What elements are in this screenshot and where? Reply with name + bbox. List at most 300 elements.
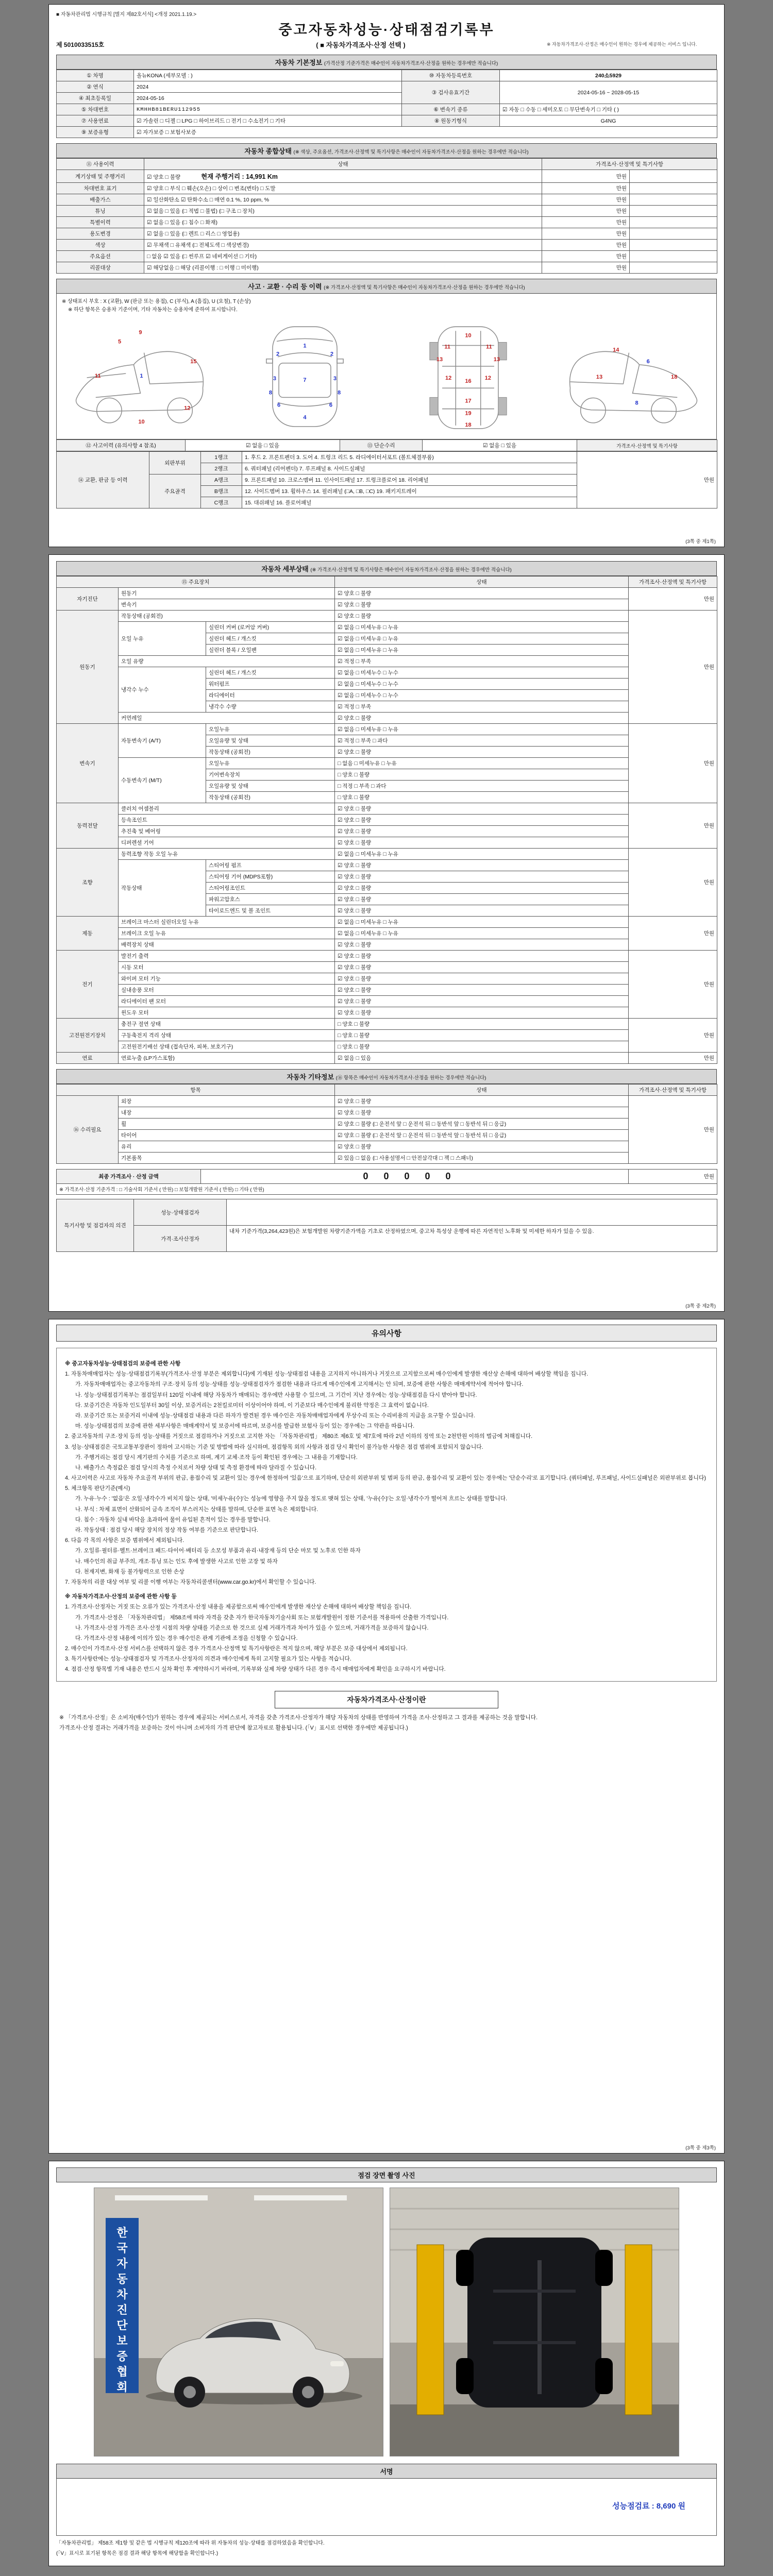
checkbox-cell[interactable]: □ 적정 □ 부족 □ 과다: [335, 781, 629, 792]
checkbox-cell[interactable]: ☑ 없음 □ 미세누유 □ 누유: [335, 724, 629, 735]
text-cell: 파워고압호스: [206, 894, 335, 905]
text-cell: 타이로드엔드 및 볼 조인트: [206, 905, 335, 917]
notice-line: 6. 다음 각 목의 사항은 보증 범위에서 제외됩니다.: [65, 1537, 184, 1544]
text-cell: 자동변속기 (A/T): [119, 724, 206, 758]
car-underbody-diagram: [389, 315, 548, 435]
text-cell: 고전원전기배선 상태 (접속단자, 피복, 보호기구): [119, 1041, 335, 1053]
status-code-legend-2: ※ 하단 항목은 승용차 기준이며, 기타 자동차는 승용차에 준하여 표시합니다.: [68, 307, 238, 313]
table-row: [57, 1084, 717, 1096]
emission-cell[interactable]: ☑ 일산화탄소 ☑ 탄화수소 □ 매연 0.1 %, 10 ppm, %: [144, 194, 542, 206]
text-cell: 와이퍼 모터 기능: [119, 973, 335, 985]
table-row: [57, 1153, 717, 1164]
text-cell: 실내송풍 모터: [119, 985, 335, 996]
checkbox-cell[interactable]: ☑ 없음 □ 있음: [335, 1053, 629, 1064]
checkbox-cell[interactable]: ☑ 없음 □ 미세누유 □ 누유: [335, 622, 629, 633]
text-cell: 기본품목: [119, 1153, 335, 1164]
checkbox-cell[interactable]: ☑ 양호 □ 불량: [335, 803, 629, 815]
label-cell: ⑨ 보증유형: [57, 127, 134, 138]
notice-body: [56, 1348, 717, 1682]
label-cell: 가격조사·산정액 및 특기사항: [629, 577, 717, 588]
checkbox-cell[interactable]: ☑ 없음 □ 미세누수 □ 누수: [335, 690, 629, 701]
text-cell: 발전기 출력: [119, 951, 335, 962]
checkbox-cell[interactable]: ☑ 양호 □ 불량: [335, 588, 629, 599]
text-cell: 만원: [629, 611, 717, 724]
table-row: [57, 1226, 717, 1252]
diagram-part-number: 7: [303, 377, 307, 384]
diagram-part-number: 13: [436, 356, 443, 363]
text-cell: 휠: [119, 1118, 335, 1130]
inspection-validity-value: 2024-05-16 ~ 2028-05-15: [500, 81, 717, 104]
label-cell: ⑪ 사용이력: [57, 159, 144, 170]
checkbox-cell[interactable]: ☑ 양호 □ 불량: [335, 837, 629, 849]
table-row: [57, 588, 717, 599]
checkbox-cell[interactable]: □ 양호 □ 불량: [335, 769, 629, 781]
checkbox-cell[interactable]: ☑ 없음 □ 미세누수 □ 누수: [335, 667, 629, 679]
accident-diagram-box: [56, 294, 717, 439]
notice-line: 가. 가격조사·산정은 「자동차관리법」 제58조에 따라 자격을 갖춘 자가 한국자동차기술사회 또는 보험개발원이 정한 기준서를 적용하여 산출한 가격입니다.: [75, 1614, 449, 1621]
checkbox-cell[interactable]: ☑ 양호 □ 불량: [335, 962, 629, 973]
warranty-type-cell[interactable]: ☑ 자가보증 □ 보험사보증: [134, 127, 717, 138]
label-cell: 계기상태 및 주행거리: [57, 170, 144, 183]
label-cell: 가격조사·산정액 및 특기사항: [629, 1084, 717, 1096]
table-row: [57, 262, 717, 274]
vehicle-name-value: 올뉴KONA (세부모델 : ): [134, 70, 402, 81]
label-cell: 특별이력: [57, 217, 144, 228]
checkbox-cell[interactable]: □ 양호 □ 불량: [335, 792, 629, 803]
checkbox-cell[interactable]: ☑ 양호 □ 불량: [335, 883, 629, 894]
diagram-part-number: 3: [273, 376, 277, 382]
notice-heading: ※ 자동차가격조사·산정의 보증에 관한 사항 등: [65, 1594, 177, 1600]
lift-scene-graphic: [390, 2188, 679, 2456]
label-cell: 상태: [144, 159, 542, 170]
table-row: [57, 577, 717, 588]
label-cell: 성능·상태점검자: [134, 1199, 227, 1226]
checkbox-cell[interactable]: □ 양호 □ 불량: [335, 1019, 629, 1030]
text-cell: 만원: [629, 951, 717, 1019]
banner-text-char: 국: [116, 2242, 128, 2255]
overall-condition-table-mount: [56, 158, 717, 274]
text-cell: 만원: [629, 1170, 717, 1184]
notice-line: 라. 보증기간 또는 보증거리 이내에 성능·상태점검 내용과 다른 하자가 발견된 경우 매수인은 자동차매매업자에게 무상수리 또는 수리비용의 지급을 요구할 수 있습니다.: [75, 1412, 475, 1419]
notice-line: 나. 가격조사·산정 가격은 조사·산정 시점의 차량 상태를 기준으로 한 것으로 실제 거래가격과 차이가 있을 수 있으며, 거래가격을 보증하지 않습니다.: [75, 1624, 429, 1631]
diagram-part-number: 3: [333, 376, 337, 382]
checkbox-cell[interactable]: ☑ 양호 □ 불량: [335, 826, 629, 837]
special-history-cell[interactable]: ☑ 없음 □ 있음 (□ 침수 □ 화재): [144, 217, 542, 228]
text-cell: 기어변속장치: [206, 769, 335, 781]
table-row: [57, 917, 717, 928]
diagram-part-number: 13: [493, 356, 500, 363]
text-cell: 9. 프론트패널 10. 크로스멤버 11. 인사이드패널 17. 트렁크플로어 18. 리어패널: [242, 474, 577, 486]
banner-text-char: 차: [116, 2288, 128, 2301]
table-row: [57, 159, 717, 170]
text-cell: 냉각수 수량: [206, 701, 335, 713]
form-regulation-note: ■ 자동차관리법 시행규칙 [별지 제82호서식] <개정 2021.1.19.>: [56, 12, 197, 18]
checkbox-cell[interactable]: ☑ 양호 □ 불량: [335, 951, 629, 962]
table-row: [57, 440, 717, 451]
section-accident-title: 사고 · 교환 · 수리 등 이력: [248, 283, 322, 291]
checkbox-cell[interactable]: ☑ 없음 □ 미세누유 □ 누유: [335, 917, 629, 928]
text-cell: 만원: [577, 452, 717, 509]
color-cell[interactable]: ☑ 무채색 □ 유채색 (□ 전체도색 □ 색상변경): [144, 240, 542, 251]
text-cell: [630, 217, 717, 228]
checkbox-cell[interactable]: ☑ 양호 □ 불량: [335, 747, 629, 758]
banner-text-char: 단: [116, 2319, 128, 2332]
notice-line: 마. 성능·상태점검의 보증에 관한 세부사항은 매매계약서 및 보증서에 따르며, 보증서를 발급한 보험사 등이 있는 경우에는 그 약관을 따릅니다.: [75, 1423, 415, 1430]
text-cell: 만원: [542, 217, 630, 228]
section-basic-info-title: 자동차 기본정보: [275, 59, 323, 66]
label-cell: 가격조사·산정액 및 특기사항: [542, 159, 717, 170]
checkbox-cell[interactable]: ☑ 없음 □ 미세누수 □ 누수: [335, 679, 629, 690]
checkbox-cell[interactable]: ☑ 양호 □ 불량: [335, 985, 629, 996]
tuning-cell[interactable]: ☑ 없음 □ 있음 (□ 적법 □ 불법) (□ 구조 □ 장치): [144, 206, 542, 217]
price-appraisal-definition-p1: ※ 「가격조사·산정」은 소비자(매수인)가 원하는 경우에 제공되는 서비스로서, 자격을 갖춘 가격조사·산정자가 해당 자동차의 상태를 반영하여 가격을 조사·산정하고 그 결과를 제공하는 것을 말합니다.: [59, 1714, 538, 1721]
checkbox-cell[interactable]: ☑ 없음 □ 미세누유 □ 누유: [335, 645, 629, 656]
text-cell: 만원: [629, 917, 717, 951]
table-row: [57, 217, 717, 228]
text-cell: 실린더 커버 (로커암 커버): [206, 622, 335, 633]
first-registration-date-value: 2024-05-16: [134, 93, 402, 104]
banner-text-char: 회: [116, 2381, 128, 2394]
notice-line: 5. 체크항목 판단기준(예시): [65, 1485, 130, 1492]
notice-line: 가. 누유·누수 : '없음'은 오일·냉각수가 비치지 않는 상태, '미세누유(수)'는 성능에 영향을 주지 않을 정도로 맺혀 있는 상태, '누유(수)'는 오일·냉각수가 떨어져 흐르는 상태를 말합니다.: [75, 1496, 508, 1502]
label-cell: 주요옵션: [57, 251, 144, 262]
text-cell: 충전구 절연 상태: [119, 1019, 335, 1030]
checkbox-cell[interactable]: ☑ 적정 □ 부족: [335, 701, 629, 713]
label-cell: ④ 최초등록일: [57, 93, 134, 104]
text-cell: 원동기: [119, 588, 335, 599]
detail-table: [56, 576, 717, 1064]
signature-box: [56, 2479, 717, 2536]
diagram-part-number: 16: [465, 378, 472, 385]
label-cell: 고전원전기장치: [57, 1019, 119, 1053]
status-code-legend: ※ 상태표시 부호 : X (교환), W (판금 또는 용접), C (부식), A (흠집), U (요철), T (손상): [62, 299, 251, 304]
section-overall-header: [56, 143, 717, 158]
table-row: [57, 758, 717, 769]
text-cell: 오일 유량: [119, 656, 335, 667]
notice-line: 다. 침수 : 자동차 실내 바닥을 초과하여 물이 유입된 흔적이 있는 경우를 말합니다.: [75, 1516, 271, 1523]
checkbox-cell[interactable]: ☑ 양호 □ 불량: [335, 905, 629, 917]
final-price-table-mount: [56, 1169, 717, 1195]
label-cell: 상태: [335, 1084, 629, 1096]
table-row: [57, 1053, 717, 1064]
table-row: [57, 1170, 717, 1184]
diagram-part-number: 1: [303, 343, 307, 349]
workshop-scene-graphic: [94, 2188, 383, 2456]
checkbox-cell[interactable]: ☑ 있음 □ 없음 (□ 사용설명서 □ 안전삼각대 □ 잭 □ 스패너): [335, 1153, 629, 1164]
diagram-part-number: 12: [445, 375, 452, 382]
detail-condition-table-mount: [56, 576, 717, 1064]
diagram-part-number: 11: [444, 344, 451, 350]
checkbox-cell[interactable]: ☑ 양호 □ 불량: [335, 1107, 629, 1118]
label-cell: 리콜대상: [57, 262, 144, 274]
notice-line: 나. 성능·상태점검기록부는 점검일부터 120일 이내에 해당 자동차가 매매되는 경우에만 사용할 수 있으며, 그 기간이 지난 경우에는 성능·상태점검을 다시 받아야 합니다.: [75, 1392, 477, 1398]
table-row: [57, 127, 717, 138]
text-cell: 실린더 블록 / 오일팬: [206, 645, 335, 656]
table-row: [57, 104, 717, 115]
notice-line: 다. 가격조사·산정 내용에 이의가 있는 경우 매수인은 관계 기관에 조정을 신청할 수 있습니다.: [75, 1635, 298, 1641]
text-cell: 만원: [542, 228, 630, 240]
text-cell: 커먼레일: [119, 713, 335, 724]
lift-post-right: [625, 2245, 652, 2415]
label-cell: ⑮ 주요장치: [57, 577, 335, 588]
checkbox-cell[interactable]: ☑ 양호 □ 불량: [335, 1096, 629, 1107]
diagram-part-number: 1: [140, 373, 143, 380]
checkbox-cell[interactable]: ☑ 없음 □ 미세누유 □ 누유: [335, 928, 629, 939]
checkbox-cell[interactable]: ☑ 양호 □ 불량 (□ 운전석 앞 □ 운전석 뒤 □ 동반석 앞 □ 동반석 뒤 □ 응급): [335, 1118, 629, 1130]
diagram-part-number: 10: [465, 332, 472, 339]
label-cell: 주요골격: [149, 474, 201, 509]
checkbox-cell[interactable]: □ 없음 □ 미세누유 □ 누유: [335, 758, 629, 769]
table-row: [57, 194, 717, 206]
section-overall-title: 자동차 종합상태: [244, 147, 292, 155]
table-row: [57, 206, 717, 217]
text-cell: 오일유량 및 상태: [206, 735, 335, 747]
banner-text-char: 증: [116, 2350, 128, 2363]
label-cell: 색상: [57, 240, 144, 251]
checkbox-cell[interactable]: ☑ 양호 □ 불량 (□ 운전석 앞 □ 운전석 뒤 □ 동반석 앞 □ 동반석 뒤 □ 응급): [335, 1130, 629, 1141]
text-cell: 1. 후드 2. 프론트펜더 3. 도어 4. 트렁크 리드 5. 라디에이터서포트 (볼트체결부품): [242, 452, 577, 463]
label-cell: ① 차명: [57, 70, 134, 81]
price-cell: 만원: [542, 170, 630, 183]
text-cell: 스티어링조인트: [206, 883, 335, 894]
label-cell: ⑤ 차대번호: [57, 104, 134, 115]
checkbox-cell[interactable]: ☑ 양호 □ 불량: [335, 713, 629, 724]
table-row: [57, 611, 717, 622]
basic-table: [56, 70, 717, 138]
mileage-status-cell[interactable]: ☑ 양호 □ 불량 현재 주행거리 : 14,991 Km: [144, 170, 542, 183]
notice-line: 4. 사고이력은 사고로 자동차 주요골격 부위의 판금, 용접수리 및 교환이 있는 경우에 한정하여 '있음'으로 표기하며, 단순히 외판부위 및 범퍼 등의 판금, 용접수리 및 교환이 있는 경우에는 '단순수리'로 표기합니다. (쿼터패널, 루프패널, 사이드실패널은 외판부위로 봅니다): [65, 1475, 706, 1482]
text-cell: [630, 194, 717, 206]
text-cell: [630, 183, 717, 194]
checkbox-cell[interactable]: ☑ 양호 □ 불량: [335, 996, 629, 1007]
checkbox-cell[interactable]: □ 양호 □ 불량: [335, 1030, 629, 1041]
table-row: [57, 928, 717, 939]
checkbox-cell[interactable]: ☑ 양호 □ 불량: [335, 860, 629, 871]
text-cell: 실린더 헤드 / 개스킷: [206, 633, 335, 645]
table-row: [57, 803, 717, 815]
diagram-part-number: 2: [330, 351, 334, 358]
label-cell: 동력전달: [57, 803, 119, 849]
notice-line: 1. 자동차매매업자는 성능·상태점검기록부(가격조사·산정 부분은 제외합니다)에 기재된 성능·상태점검 내용을 고지하지 아니하거나 거짓으로 고지함으로써 매수인에게 발생한 재산상 손해에 대하여 배상할 책임을 집니다.: [65, 1371, 589, 1378]
model-year-value: 2024: [134, 81, 402, 93]
document-viewer-background: [0, 4, 773, 2576]
text-cell: 실린더 헤드 / 개스킷: [206, 667, 335, 679]
final-price-value: 00000: [201, 1170, 629, 1184]
label-cell: 가격·조사산정자: [134, 1226, 227, 1252]
table-row: [57, 973, 717, 985]
checkbox-cell[interactable]: ☑ 적정 □ 부족: [335, 656, 629, 667]
table-row: [57, 240, 717, 251]
checkbox-cell[interactable]: □ 양호 □ 불량: [335, 1041, 629, 1053]
table-row: [57, 452, 717, 463]
checkbox-cell[interactable]: ☑ 양호 □ 불량: [335, 939, 629, 951]
text-cell: 오일누유: [206, 724, 335, 735]
exchange-repair-table-mount: [56, 451, 717, 509]
table-row: [57, 70, 717, 81]
page-marker-3: (3쪽 중 제3쪽): [685, 2145, 716, 2151]
checkbox-cell[interactable]: ☑ 양호 □ 불량: [335, 1007, 629, 1019]
car-top-view-diagram: [225, 315, 384, 435]
text-cell: 작동상태 (공회전): [206, 747, 335, 758]
notice-line: 라. 작동상태 : 점검 당시 해당 장치의 정상 작동 여부를 기준으로 판단합니다.: [75, 1527, 258, 1533]
text-cell: 6. 쿼터패널 (리어펜더) 7. 루프패널 8. 사이드실패널: [242, 463, 577, 474]
checkbox-cell[interactable]: ☑ 양호 □ 불량: [335, 611, 629, 622]
accrow-table: [56, 439, 717, 451]
usage-change-cell[interactable]: ☑ 없음 □ 있음 (□ 렌트 □ 리스 □ 영업용): [144, 228, 542, 240]
table-row: [57, 849, 717, 860]
text-cell: 브레이크 마스터 실린더오일 누유: [119, 917, 335, 928]
lift-post-left: [417, 2245, 444, 2415]
checkbox-cell[interactable]: ☑ 양호 □ 불량: [335, 973, 629, 985]
text-cell: 만원: [542, 251, 630, 262]
text-cell: 스티어링 펌프: [206, 860, 335, 871]
section-detail-title: 자동차 세부상태: [261, 565, 309, 573]
price-appraisal-definition-box: 자동차가격조사·산정이란: [275, 1691, 498, 1708]
label-cell: 자기진단: [57, 588, 119, 611]
text-cell: 만원: [629, 1096, 717, 1164]
label-cell: A랭크: [201, 474, 242, 486]
inspection-photos-row: [56, 2182, 717, 2459]
text-cell: 만원: [629, 1019, 717, 1053]
diagram-part-number: 6: [277, 402, 281, 409]
diagram-part-number: 6: [329, 402, 333, 409]
inspection-photo-exterior: [94, 2188, 383, 2456]
notice-line: 나. 부식 : 차체 표면이 산화되어 금속 조직이 부스러지는 상태를 말하며, 단순한 표면 녹은 제외합니다.: [75, 1506, 318, 1513]
label-cell: ⑧ 원동기형식: [402, 115, 500, 127]
text-cell: 연료누출 (LP가스포함): [119, 1053, 335, 1064]
table-row: [57, 826, 717, 837]
notice-line: 7. 자동차의 리콜 대상 여부 및 리콜 이행 여부는 자동차리콜센터(www.car.go.kr)에서 확인할 수 있습니다.: [65, 1579, 316, 1585]
diagram-part-number: 11: [485, 344, 492, 350]
text-cell: 시동 모터: [119, 962, 335, 973]
notice-line: 나. 매수인의 취급 부주의, 개조·튜닝 또는 인도 후에 발생한 사고로 인한 고장 및 하자: [75, 1558, 278, 1565]
table-row: [57, 815, 717, 826]
text-cell: 만원: [542, 240, 630, 251]
text-cell: 만원: [629, 588, 717, 611]
vin-marking-cell[interactable]: ☑ 양호 □ 부식 □ 훼손(오손) □ 상이 □ 변조(변타) □ 도말: [144, 183, 542, 194]
checkbox-cell[interactable]: ☑ 양호 □ 불량: [335, 871, 629, 883]
banner-text-char: 동: [116, 2273, 128, 2285]
opinion-table-mount: [56, 1199, 717, 1252]
notice-title: 유의사항: [56, 1325, 717, 1342]
inspector-opinion-cell: [227, 1199, 717, 1226]
label-cell: 항목: [57, 1084, 335, 1096]
diagram-part-number: 8: [268, 389, 273, 396]
accident-history-cell[interactable]: ☑ 없음 □ 있음: [186, 440, 340, 451]
label-cell: 차대번호 표기: [57, 183, 144, 194]
label-cell: 2랭크: [201, 463, 242, 474]
text-cell: 작동상태 (공회전): [119, 611, 335, 622]
label-cell: 외판부위: [149, 452, 201, 474]
transmission-type-cell[interactable]: ☑ 자동 □ 수동 □ 세미오토 □ 무단변속기 □ 기타 ( ): [500, 104, 717, 115]
page-1-basic-info: [48, 4, 725, 547]
page-2-detail-condition: [48, 554, 725, 1312]
text-cell: 작동상태 (공회전): [206, 792, 335, 803]
text-cell: 만원: [542, 194, 630, 206]
section-photos-header: 점검 장면 촬영 사진: [56, 2167, 717, 2182]
table-row: [57, 1184, 717, 1195]
diagram-part-number: 2: [276, 351, 280, 358]
notice-line: 3. 성능·상태점검은 국토교통부장관이 정하여 고시하는 기준 및 방법에 따라 실시하며, 점검항목 외의 사항과 점검 당시 확인이 불가능한 사항은 점검 범위에 포함되지 않습니다.: [65, 1444, 483, 1450]
diagram-part-number: 8: [337, 389, 341, 396]
table-row: [57, 1096, 717, 1107]
label-cell: B랭크: [201, 486, 242, 497]
price-appraisal-selected-label: ( ■ 자동차가격조사·산정 선택 ): [316, 41, 406, 49]
checkbox-cell[interactable]: 12. 사이드멤버 13. 휠하우스 14. 필러패널 (□A, □B, □C) 19. 패키지트레이: [242, 486, 577, 497]
table-row: [57, 1141, 717, 1153]
price-basis-cell[interactable]: ※ 가격조사·산정 기준가격 : □ 기술사회 기준서 ( 만원) □ 보험개발원 기준서 ( 만원) □ 기타 ( 만원): [57, 1184, 717, 1195]
car-rear-skeleton-diagram: [552, 315, 711, 435]
diagram-part-number: 18: [465, 421, 472, 428]
diagram-part-number: 17: [465, 398, 472, 404]
mileage-value: 현재 주행거리 : 14,991 Km: [201, 173, 278, 180]
diagram-part-number: 12: [484, 375, 491, 382]
text-cell: 라디에이터: [206, 690, 335, 701]
label-cell: 배출가스: [57, 194, 144, 206]
banner-text-char: 협: [116, 2365, 128, 2378]
section-accident-header: [56, 279, 717, 294]
text-cell: 내장: [119, 1107, 335, 1118]
checkbox-cell[interactable]: ☑ 양호 □ 불량: [335, 815, 629, 826]
checkbox-cell[interactable]: ☑ 없음 □ 미세누유 □ 누유: [335, 849, 629, 860]
label-cell: C랭크: [201, 497, 242, 509]
text-cell: 클러치 어셈블리: [119, 803, 335, 815]
checkbox-cell[interactable]: ☑ 양호 □ 불량: [335, 599, 629, 611]
table-row: [57, 667, 717, 679]
text-cell: 작동상태: [119, 860, 206, 917]
vin-value: KMHHB81BERU112955: [134, 104, 402, 115]
simple-repair-cell[interactable]: ☑ 없음 □ 있음: [423, 440, 577, 451]
car-underbody-graphic: [467, 2238, 601, 2408]
notice-line: 다. 보증기간은 자동차 인도일부터 30일 이상, 보증거리는 2천킬로미터 이상이어야 하며, 이 기준보다 매수인에게 불리한 약정은 그 효력이 없습니다.: [75, 1402, 429, 1409]
page-marker-2: (3쪽 중 제2쪽): [685, 1303, 716, 1309]
text-cell: 타이어: [119, 1130, 335, 1141]
fuel-type-cell[interactable]: ☑ 가솔린 □ 디젤 □ LPG □ 하이브리드 □ 전기 □ 수소전기 □ 기타: [134, 115, 402, 127]
table-row: [57, 724, 717, 735]
label-cell: 연료: [57, 1053, 119, 1064]
checkbox-cell[interactable]: ☑ 적정 □ 부족 □ 과다: [335, 735, 629, 747]
table-row: [57, 1041, 717, 1053]
section-etc-header: [56, 1069, 717, 1084]
checkbox-cell[interactable]: ☑ 양호 □ 불량: [335, 1141, 629, 1153]
inspection-photo-underbody: [390, 2188, 679, 2456]
text-cell: 윈도우 모터: [119, 1007, 335, 1019]
label-cell: 상태: [335, 577, 629, 588]
label-cell: ⑥ 변속기 종류: [402, 104, 500, 115]
etc-info-table-mount: [56, 1084, 717, 1164]
table-row: [57, 183, 717, 194]
text-cell: 만원: [629, 724, 717, 803]
final-price-label: 최종 가격조사 · 산정 금액: [57, 1170, 201, 1184]
table-row: [57, 622, 717, 633]
recall-cell[interactable]: ☑ 해당없음 □ 해당 (리콜이행 : □ 이행 □ 미이행): [144, 262, 542, 274]
notice-heading: ※ 중고자동차성능·상태점검의 보증에 관한 사항: [65, 1361, 181, 1367]
banner-text-char: 보: [116, 2334, 128, 2347]
table-row: [57, 228, 717, 240]
text-cell: [630, 240, 717, 251]
page-3-notice: [48, 1319, 725, 2154]
etc-table: [56, 1084, 717, 1164]
table-row: [57, 81, 717, 93]
label-cell: ⑫ 사고이력 (유의사항 4 참조): [57, 440, 186, 451]
text-cell: 스티어링 기어 (MDPS포함): [206, 871, 335, 883]
checkbox-cell[interactable]: ☑ 없음 □ 미세누유 □ 누유: [335, 633, 629, 645]
options-cell[interactable]: □ 없음 ☑ 있음 (□ 썬루프 ☑ 네비게이션 □ 기타): [144, 251, 542, 262]
table-row: [57, 1199, 717, 1226]
checkbox-cell[interactable]: ☑ 양호 □ 불량: [335, 894, 629, 905]
inspection-fee: 성능점검료 : 8,690 원: [612, 2502, 685, 2511]
section-basic-info-note: (가격산정 기준가격은 매수인이 자동차가격조사·산정을 원하는 경우에만 적습니다): [324, 61, 498, 66]
